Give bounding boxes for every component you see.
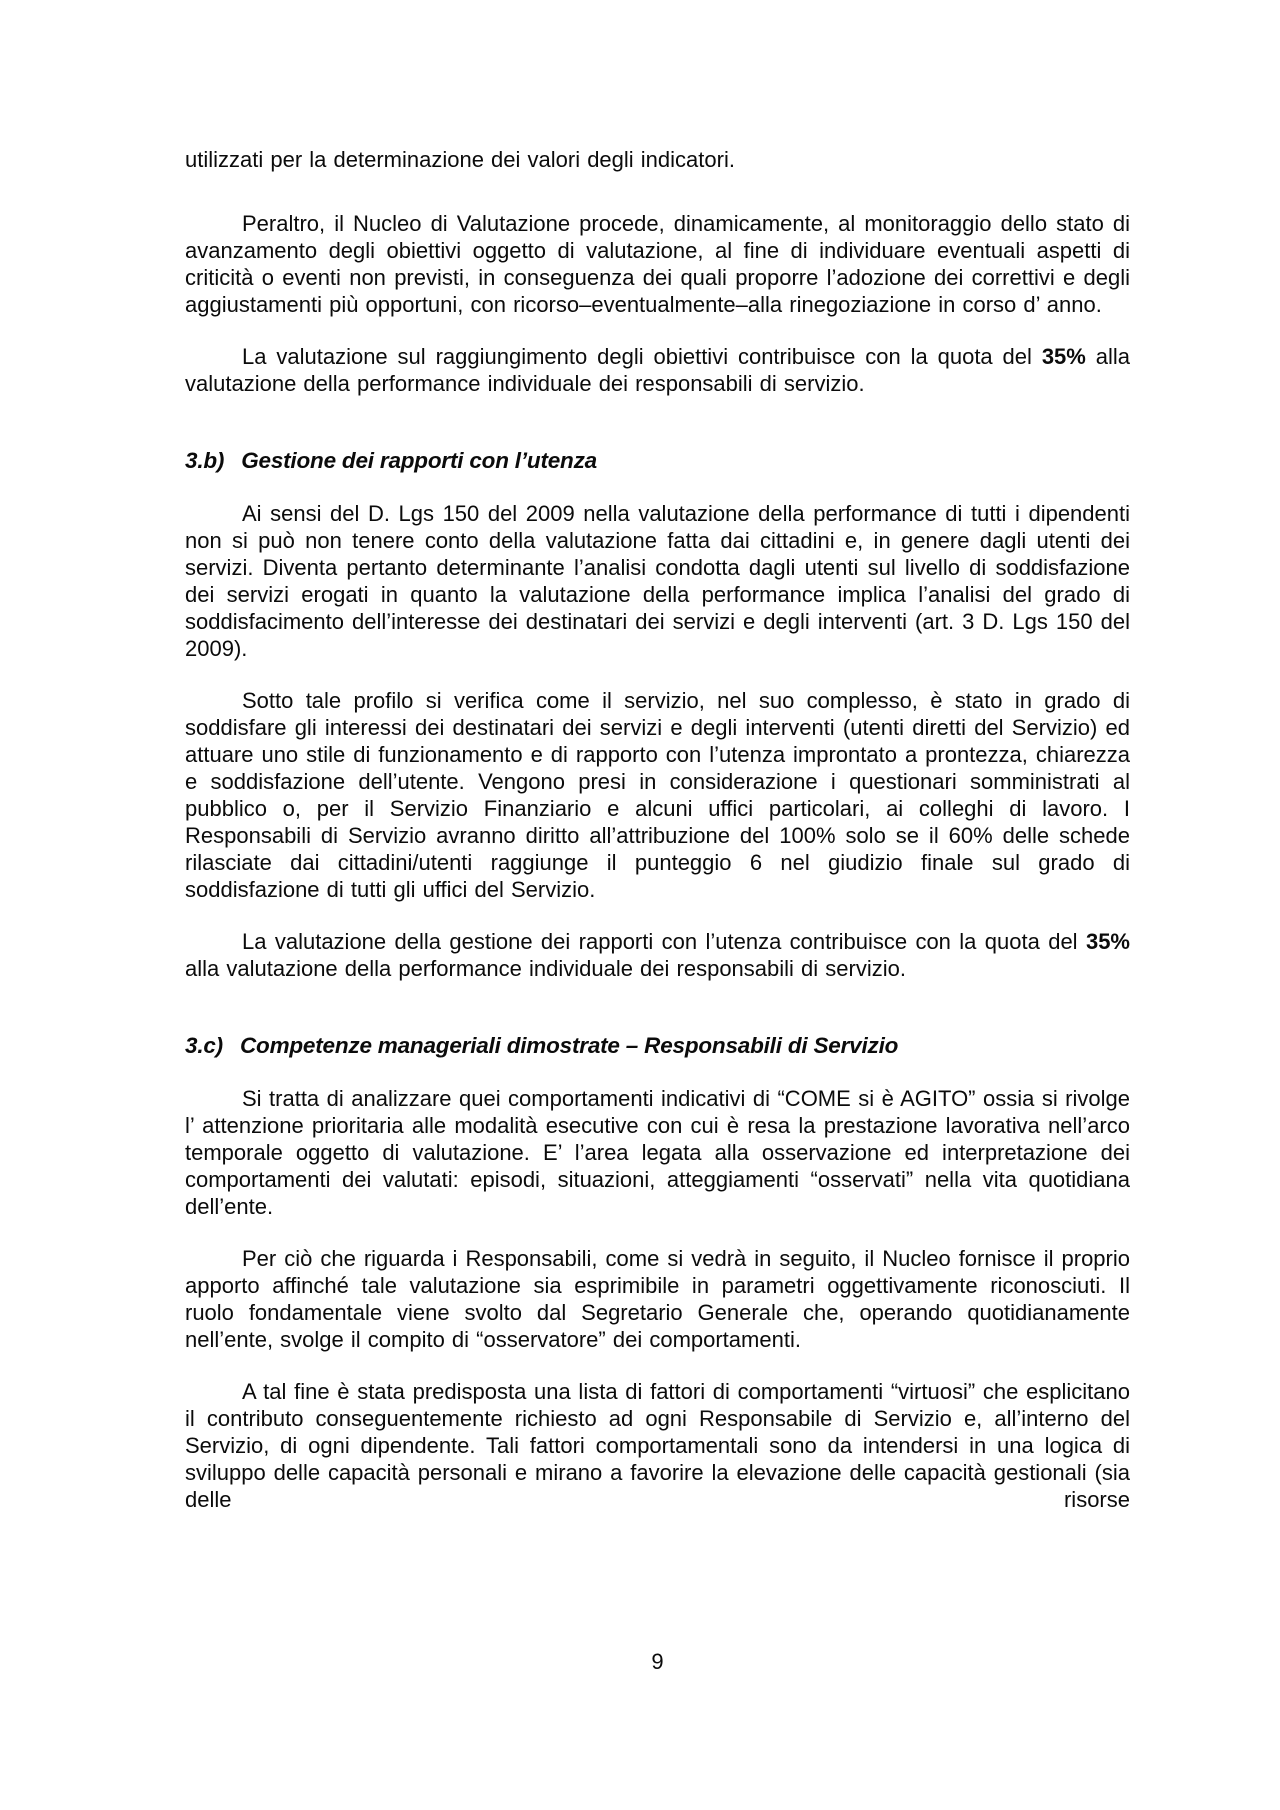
paragraph-behaviour-analysis: Si tratta di analizzare quei comportamenti indicativi di “COME si è AGITO” ossia si rivolge l’ attenzione prioritaria alle modalità esecutive con cui è resa la prestazione lavorativa nell’arco temporale oggetto di valutazione. E’ l’area legata alla osservazione ed interpretazione dei comportamenti dei valutati: episodi, situazioni, atteggiamenti “osservati” nella vita quotidiana dell’ente. [185,1086,1130,1219]
bold-percentage: 35% [1085,929,1130,954]
paragraph-user-satisfaction: Sotto tale profilo si verifica come il servizio, nel suo complesso, è stato in grado di soddisfare gli interessi dei destinatari dei servizi e degli interventi (utenti diretti del Servizio) ed attuare uno stile di funzionamento e di rapporto con l’utenza improntato a prontezza, chiarezza e soddisfazione dell’utente. Vengono presi in considerazione i questionari somministrati al pubblico o, per il Servizio Finanziario e alcuni uffici particolari, ai colleghi di lavoro. I Responsabili di Servizio avranno diritto all’attribuzione del 100% solo se il 60% delle schede rilasciate dai cittadini/utenti raggiunge il punteggio 6 nel giudizio finale sul grado di soddisfazione di tutti gli uffici del Servizio. [185,688,1130,902]
text-run: alla valutazione della performance individuale dei responsabili di servizio. [185,956,906,981]
paragraph-monitoring: Peraltro, il Nucleo di Valutazione procede, dinamicamente, al monitoraggio dello stato di avanzamento degli obiettivi oggetto di valutazione, al fine di individuare eventuali aspetti di criticità o eventi non previsti, in conseguenza dei quali proporre l’adozione dei correttivi e degli aggiustamenti più opportuni, con ricorso–eventualmente–alla rinegoziazione in corso d’ anno. [185,211,1130,317]
section-number: 3.b) [185,448,225,473]
bold-percentage: 35% [1041,344,1086,369]
section-title: Gestione dei rapporti con l’utenza [241,448,597,473]
paragraph-segretario-generale: Per ciò che riguarda i Responsabili, come si vedrà in seguito, il Nucleo fornisce il proprio apporto affinché tale valutazione sia esprimibile in parametri oggettivamente riconosciuti. Il ruolo fondamentale viene svolto dal Segretario Generale che, operando quotidianamente nell’ente, svolge il compito di “osservatore” dei comportamenti. [185,1246,1130,1352]
page-number: 9 [651,1649,664,1674]
text-run: alla valutazione della performance individuale dei responsabili di servizio. [185,344,1130,396]
text-run: La valutazione della gestione dei rapporti con l’utenza contribuisce con la quota del [242,929,1086,954]
paragraph-quota-objectives [185,343,1130,397]
section-number: 3.c) [185,1033,223,1058]
page-content [185,0,1130,1538]
paragraph-dlgs-150: Ai sensi del D. Lgs 150 del 2009 nella valutazione della performance di tutti i dipendenti non si può non tenere conto della valutazione fatta dai cittadini e, in genere dagli utenti dei servizi. Diventa pertanto determinante l’analisi condotta dagli utenti sul livello di soddisfazione dei servizi erogati in quanto la valutazione della performance implica l’analisi del grado di soddisfacimento dell’interesse dei destinatari dei servizi e degli interventi (art. 3 D. Lgs 150 del 2009). [185,501,1130,661]
section-heading-3c [185,1032,1130,1059]
section-title: Competenze manageriali dimostrate – Responsabili di Servizio [239,1033,899,1058]
paragraph-quota-utenza [185,928,1130,982]
paragraph-virtuous-behaviours: A tal fine è stata predisposta una lista di fattori di comportamenti “virtuosi” che esplicitano il contributo conseguentemente richiesto ad ogni Responsabile di Servizio e, all’interno del Servizio, di ogni dipendente. Tali fattori comportamentali sono da intendersi in una logica di sviluppo delle capacità personali e mirano a favorire la elevazione delle capacità gestionali (sia delle risorse [185,1379,1130,1512]
text-run: La valutazione sul raggiungimento degli obiettivi contribuisce con la quota del [242,344,1042,369]
paragraph-continuation: utilizzati per la determinazione dei valori degli indicatori. [185,147,735,172]
section-heading-3b [185,447,1130,474]
